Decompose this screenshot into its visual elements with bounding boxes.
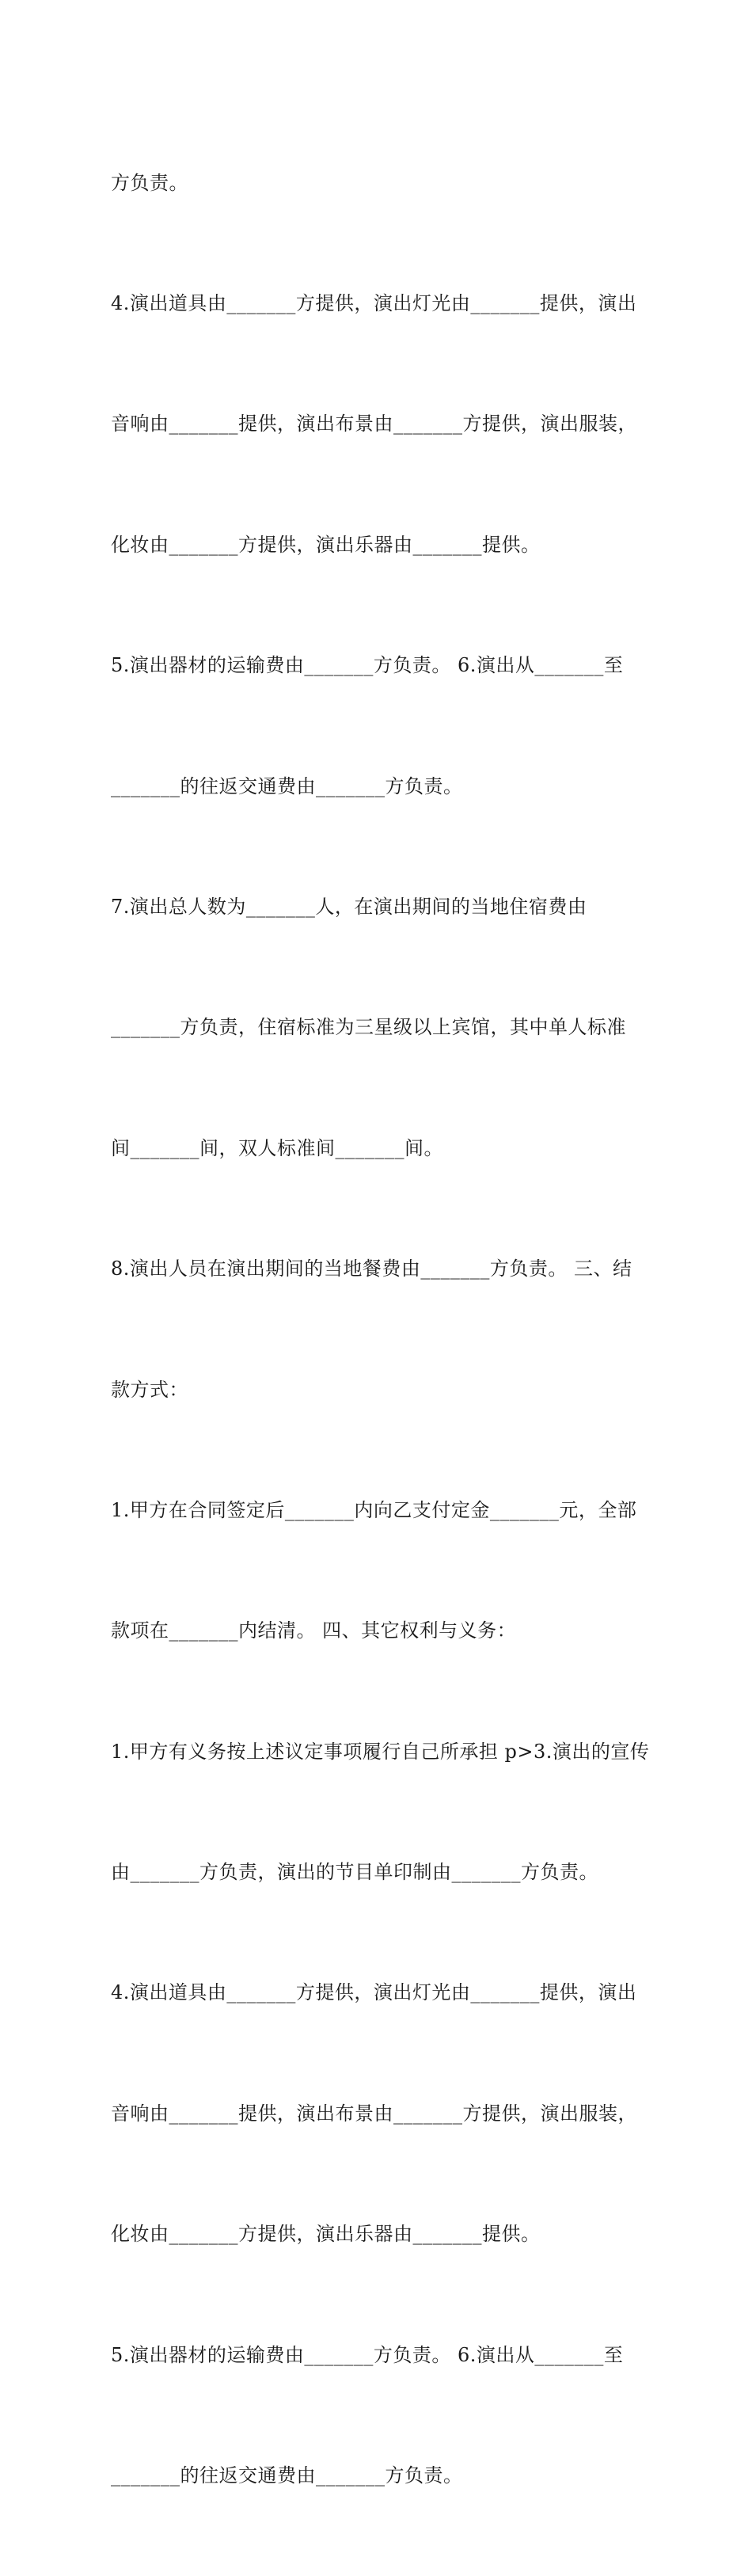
text-line: 7.演出总人数为_______人，在演出期间的当地住宿费由	[111, 895, 587, 918]
text-line: 8.演出人员在演出期间的当地餐费由_______方负责。 三、结	[111, 1258, 632, 1280]
text-line: 化妆由_______方提供，演出乐器由_______提供。	[111, 533, 541, 556]
text-line: 5.演出器材的运输费由_______方负责。 6.演出从_______至	[111, 654, 624, 677]
text-line: 5.演出器材的运输费由_______方负责。 6.演出从_______至	[111, 2343, 624, 2366]
text-line: 4.演出道具由_______方提供，演出灯光由_______提供，演出	[111, 291, 637, 314]
text-line: 1.甲方在合同签定后_______内向乙支付定金_______元，全部	[111, 1498, 637, 1521]
text-line: 1.甲方有义务按上述议定事项履行自己所承担 p>3.演出的宣传	[111, 1740, 650, 1763]
contract-text	[111, 82, 650, 2576]
text-line: 款项在_______内结清。 四、其它权利与义务：	[111, 1619, 517, 1642]
text-line: 方负责。	[111, 171, 188, 194]
text-line: _______方负责，住宿标准为三星级以上宾馆，其中单人标准	[111, 1016, 626, 1039]
text-line: _______的往返交通费由_______方负责。	[111, 2464, 463, 2487]
text-line: _______的往返交通费由_______方负责。	[111, 774, 463, 797]
text-line: 4.演出道具由_______方提供，演出灯光由_______提供，演出	[111, 1981, 637, 2004]
text-line: 音响由_______提供，演出布景由_______方提供，演出服装，	[111, 2102, 637, 2125]
text-line: 间_______间，双人标准间_______间。	[111, 1136, 443, 1159]
text-line: 由_______方负责，演出的节目单印制由_______方负责。	[111, 1861, 598, 1884]
text-line: 款方式：	[111, 1378, 188, 1401]
text-line: 化妆由_______方提供，演出乐器由_______提供。	[111, 2223, 541, 2246]
text-line: 音响由_______提供，演出布景由_______方提供，演出服装，	[111, 413, 637, 436]
